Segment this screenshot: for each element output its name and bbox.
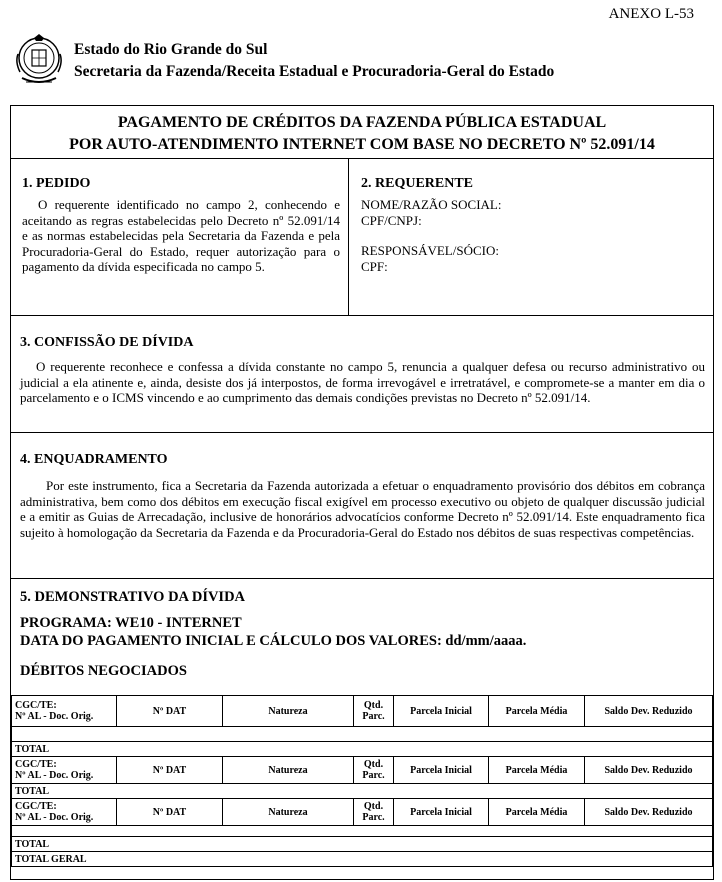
form-title-line1: PAGAMENTO DE CRÉDITOS DA FAZENDA PÚBLICA ESTADUAL <box>117 114 607 131</box>
enquadramento-text: Por este instrumento, fica a Secretaria da Fazenda autorizada a efetuar o enquadramento provisório dos débitos em cobrança administrativa, bem como dos débitos em execução fiscal exigível em processo executivo ou objeto de qualquer discussão judicial e a emitir as Guias de Arrecadação, inclusive de honorários advocatícios conforme Decreto nº 52.091/14. Este enquadramento fica sujeito à homologação da Secretaria da Fazenda e da Procuradoria-Geral do Estado nos débitos de suas respectivas competências. <box>20 478 705 540</box>
total-geral-label: TOTAL GERAL <box>12 852 713 867</box>
document-header <box>14 32 554 90</box>
debts-table <box>11 695 713 867</box>
parcela-inicial-header: Parcela Inicial <box>394 696 489 727</box>
cgc-header: CGC/TE: Nº AL - Doc. Orig. <box>12 696 117 727</box>
name-field-label: NOME/RAZÃO SOCIAL: <box>361 197 502 212</box>
cgc-header: CGC/TE: Nº AL - Doc. Orig. <box>12 799 117 826</box>
department-name: Secretaria da Fazenda/Receita Estadual e Procuradoria-Geral do Estado <box>74 63 555 80</box>
debitos-negociados-label: DÉBITOS NEGOCIADOS <box>20 663 187 679</box>
form-title <box>11 106 713 159</box>
section-requerente <box>349 159 713 315</box>
table-row <box>12 742 713 757</box>
form-title-line2: POR AUTO-ATENDIMENTO INTERNET COM BASE NO DECRETO Nº 52.091/14 <box>69 136 655 153</box>
total-label: TOTAL <box>12 784 713 799</box>
saldo-header: Saldo Dev. Reduzido <box>585 757 713 784</box>
demonstrativo-title: 5. DEMONSTRATIVO DA DÍVIDA <box>20 589 246 605</box>
natureza-header: Natureza <box>223 757 354 784</box>
enquadramento-title: 4. ENQUADRAMENTO <box>20 452 168 467</box>
payment-date-label: DATA DO PAGAMENTO INICIAL E CÁLCULO DOS VALORES: dd/mm/aaaa. <box>20 633 527 649</box>
natureza-header: Natureza <box>223 799 354 826</box>
cpf-cnpj-field-label: CPF/CNPJ: <box>361 212 422 228</box>
table-row <box>12 784 713 799</box>
qtd-parc-header: Qtd. Parc. <box>354 757 394 784</box>
section-demonstrativo <box>11 579 713 684</box>
natureza-header: Natureza <box>223 696 354 727</box>
parcela-inicial-header: Parcela Inicial <box>394 799 489 826</box>
state-coat-of-arms-icon <box>14 32 64 90</box>
responsible-field-label: RESPONSÁVEL/SÓCIO: <box>361 243 499 259</box>
total-label: TOTAL <box>12 742 713 757</box>
qtd-parc-header: Qtd. Parc. <box>354 799 394 826</box>
saldo-header: Saldo Dev. Reduzido <box>585 696 713 727</box>
cgc-header: CGC/TE: Nº AL - Doc. Orig. <box>12 757 117 784</box>
requerente-title: 2. REQUERENTE <box>361 176 474 191</box>
pedido-title: 1. PEDIDO <box>22 176 91 191</box>
programa-label: PROGRAMA: WE10 - INTERNET <box>20 615 242 631</box>
annex-number: ANEXO L-53 <box>608 6 694 22</box>
confissao-text: O requerente reconhece e confessa a dívida constante no campo 5, renuncia a qualquer defesa ou recurso administrativo ou judicial a ela atinente e, ainda, desiste dos já interpostos, de forma irrevogável e irretratável, e compromete-se a manter em dia o parcelamento e o ICMS vincendo e ao cumprimento das demais condições previstas no Decreto nº 52.091/14. <box>20 359 705 406</box>
section-confissao <box>11 316 713 433</box>
qtd-parc-header: Qtd. Parc. <box>354 696 394 727</box>
parcela-media-header: Parcela Média <box>489 799 585 826</box>
pedido-text: O requerente identificado no campo 2, conhecendo e aceitando as regras estabelecidas pelo Decreto nº 52.091/14 e as normas estabelecidas pela Secretaria da Fazenda e pela Procuradoria-Geral do Estado, requer autorização para o pagamento da dívida especificada no campo 5. <box>22 197 340 275</box>
parcela-media-header: Parcela Média <box>489 696 585 727</box>
dat-header: Nº DAT <box>117 757 223 784</box>
state-name: Estado do Rio Grande do Sul <box>74 41 268 58</box>
parcela-inicial-header: Parcela Inicial <box>394 757 489 784</box>
confissao-title: 3. CONFISSÃO DE DÍVIDA <box>20 335 194 350</box>
table-row <box>12 837 713 852</box>
parcela-media-header: Parcela Média <box>489 757 585 784</box>
saldo-header: Saldo Dev. Reduzido <box>585 799 713 826</box>
dat-header: Nº DAT <box>117 799 223 826</box>
total-label: TOTAL <box>12 837 713 852</box>
section-pedido <box>11 159 349 315</box>
table-header-row <box>12 696 713 727</box>
cpf-field-label: CPF: <box>361 258 388 274</box>
table-row <box>12 852 713 867</box>
dat-header: Nº DAT <box>117 696 223 727</box>
section-enquadramento <box>11 433 713 579</box>
table-header-row <box>12 757 713 784</box>
table-header-row <box>12 799 713 826</box>
form-frame <box>10 105 714 880</box>
